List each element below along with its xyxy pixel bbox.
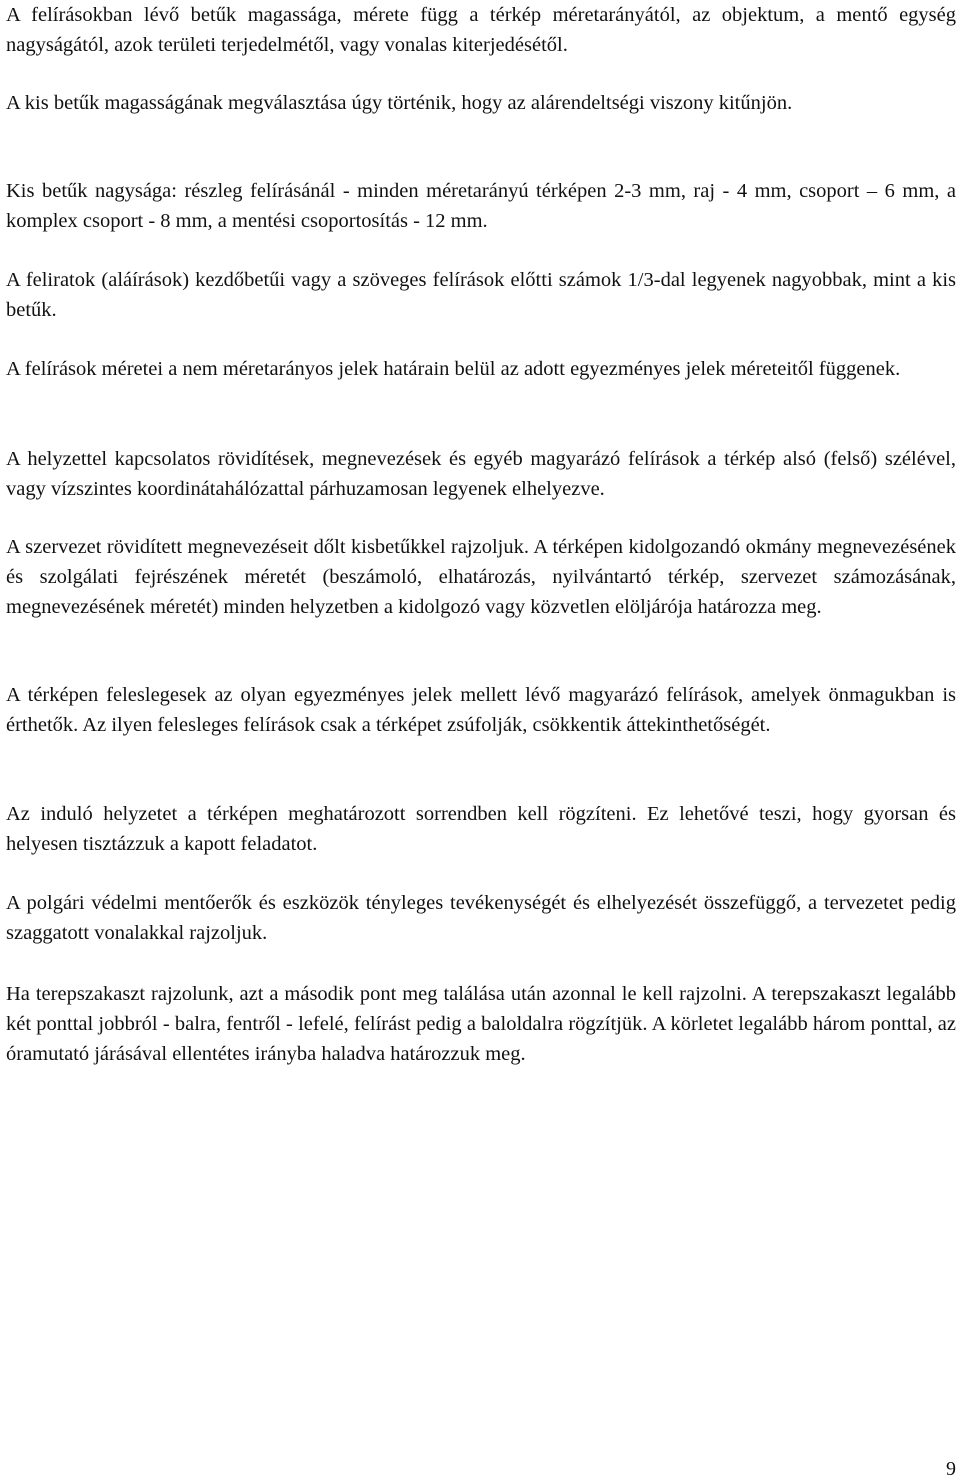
paragraph-abbreviations: A helyzettel kapcsolatos rövidítések, megnevezések és egyéb magyarázó felírások a térkép alsó (felső) szélével, vagy vízszintes koordinátahálózattal párhuzamosan legyenek elhelyezve. (6, 448, 956, 500)
paragraph-letter-height: A felírásokban lévő betűk magassága, mérete függ a térkép méretarányától, az objektum, a mentő egység nagyságától, azok területi terjedelmétől, vagy vonalas kiterjedésétől. (6, 4, 956, 56)
page-number: 9 (946, 1458, 956, 1480)
paragraph-terrain-section: Ha terepszakaszt rajzolunk, azt a második pont meg találása után azonnal le kell rajzolni. A terepszakaszt legalább két ponttal jobbról - balra, fentről - lefelé, felírást pedig a baloldalra rögzítjük. A körletet legalább három ponttal, az óramutató járásával ellentétes irányba haladva határozzuk meg. (6, 983, 956, 1065)
paragraph-civil-defence: A polgári védelmi mentőerők és eszközök tényleges tevékenységét és elhelyezését összefüggő, a tervezetet pedig szaggatott vonalakkal rajzoljuk. (6, 892, 956, 944)
paragraph-initial-letters: A feliratok (aláírások) kezdőbetűi vagy a szöveges felírások előtti számok 1/3-dal legyenek nagyobbak, mint a kis betűk. (6, 269, 956, 321)
paragraph-initial-situation: Az induló helyzetet a térképen meghatározott sorrendben kell rögzíteni. Ez lehetővé teszi, hogy gyorsan és helyesen tisztázzuk a kapott feladatot. (6, 803, 956, 855)
paragraph-unnecessary-inscriptions: A térképen feleslegesek az olyan egyezményes jelek mellett lévő magyarázó felírások, amelyek önmagukban is érthetők. Az ilyen felesleges felírások csak a térképet zsúfolják, csökkentik áttekinthetőségét. (6, 684, 956, 736)
paragraph-small-letters: A kis betűk magasságának megválasztása úgy történik, hogy az alárendeltségi viszony kitűnjön. (6, 92, 793, 114)
paragraph-letter-sizes: Kis betűk nagysága: részleg felírásánál - minden méretarányú térképen 2-3 mm, raj - 4 mm, csoport – 6 mm, a komplex csoport - 8 mm, a mentési csoportosítás - 12 mm. (6, 180, 956, 232)
paragraph-inscription-sizes: A felírások méretei a nem méretarányos jelek határain belül az adott egyezményes jelek méreteitől függenek. (6, 358, 901, 380)
paragraph-organization-names: A szervezet rövidített megnevezéseit dőlt kisbetűkkel rajzoljuk. A térképen kidolgozandó okmány megnevezésének és szolgálati fejrészének méretét (beszámoló, elhatározás, nyilvántartó térkép, szervezet számozásának, megnevezésének méretét) minden helyzetben a kidolgozó vagy közvetlen elöljárója határozza meg. (6, 536, 956, 618)
